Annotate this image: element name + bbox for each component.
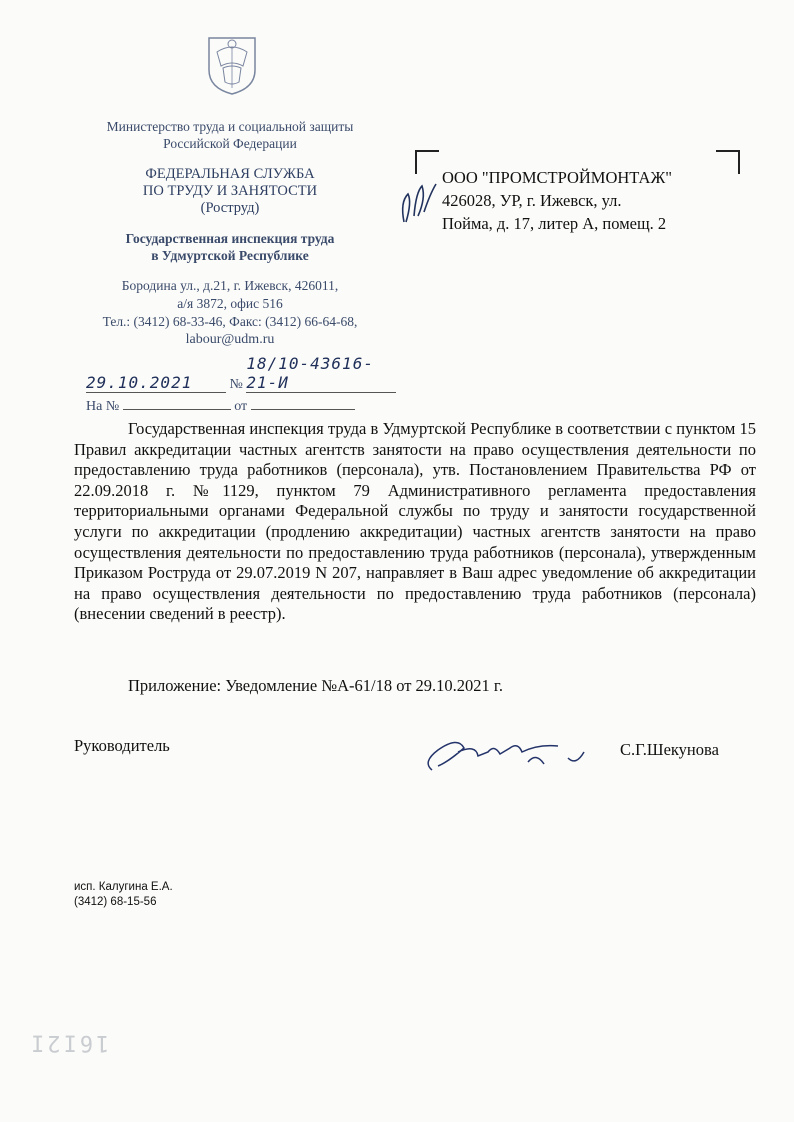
service-name — [60, 166, 400, 217]
address-line-2: а/я 3872, офис 516 — [177, 296, 283, 311]
registration-date: 29.10.2021 — [86, 373, 226, 393]
signer-name: С.Г.Шекунова — [620, 740, 719, 759]
addressee-block — [442, 166, 672, 235]
reply-number-blank — [123, 395, 231, 410]
addressee-company: ООО "ПРОМСТРОЙМОНТАЖ" — [442, 168, 672, 187]
letter-body: Государственная инспекция труда в Удмуртской Республике в соответствии с пунктом 15 Правил аккредитации частных агентств занятости на право осуществления деятельности по предоставлению труда работников (персонала), утв. Постановлением Правительства РФ от 22.09.2018 г. №1129, пунктом 79 Административного регламента предоставления территориальными органами Федеральной службы по труду и занятости государственной услуги по аккредитации (продлению аккредитации) частных агентств занятости на право осуществления деятельности по предоставлению труда работников (персонала), утвержденным Приказом Роструда от 29.07.2019 N 207, направляет в Ваш адрес уведомление об аккредитации на право осуществления деятельности по предоставлению труда работников (персонала) (внесении сведений в реестр). — [74, 419, 756, 624]
reply-label: На № — [86, 399, 120, 414]
phone-line: Тел.: (3412) 68-33-46, Факс: (3412) 66-64-68, — [102, 314, 358, 329]
addressee-line-3: Пойма, д. 17, литер А, помещ. 2 — [442, 214, 667, 233]
handwritten-signature — [418, 722, 594, 782]
handwritten-initials — [396, 172, 440, 230]
executor-block — [74, 880, 173, 910]
number-label: № — [229, 377, 243, 392]
inspection-line-1: Государственная инспекция труда — [125, 231, 335, 246]
from-label: от — [234, 399, 248, 414]
inspection-name — [60, 230, 400, 264]
faded-stamp-number: 16Ι2Ι — [28, 1030, 110, 1055]
ministry-line-2: Российской Федерации — [163, 136, 297, 151]
address-corner-left — [415, 150, 439, 174]
coat-of-arms-emblem — [203, 30, 261, 96]
service-line-3: (Роструд) — [200, 200, 260, 216]
address-line-1: Бородина ул., д.21, г. Ижевск, 426011, — [121, 278, 339, 293]
executor-name: исп. Калугина Е.А. — [74, 881, 173, 893]
letterhead-contacts — [60, 277, 400, 349]
reply-date-blank — [251, 395, 355, 410]
ministry-name — [60, 118, 400, 152]
email-address: labour@udm.ru — [185, 332, 275, 347]
signer-role: Руководитель — [74, 736, 170, 755]
ministry-line-1: Министерство труда и социальной защиты — [106, 119, 354, 134]
registration-block — [86, 354, 396, 415]
addressee-line-2: 426028, УР, г. Ижевск, ул. — [442, 191, 622, 210]
address-corner-right — [716, 150, 740, 174]
inspection-line-2: в Удмуртской Республике — [151, 248, 309, 263]
service-line-2: ПО ТРУДУ И ЗАНЯТОСТИ — [142, 183, 318, 199]
executor-phone: (3412) 68-15-56 — [74, 896, 157, 908]
appendix-line: Приложение: Уведомление №А-61/18 от 29.10.2021 г. — [128, 676, 503, 695]
registration-number: 18/10-43616-21-И — [246, 354, 396, 393]
service-line-1: ФЕДЕРАЛЬНАЯ СЛУЖБА — [145, 166, 315, 182]
